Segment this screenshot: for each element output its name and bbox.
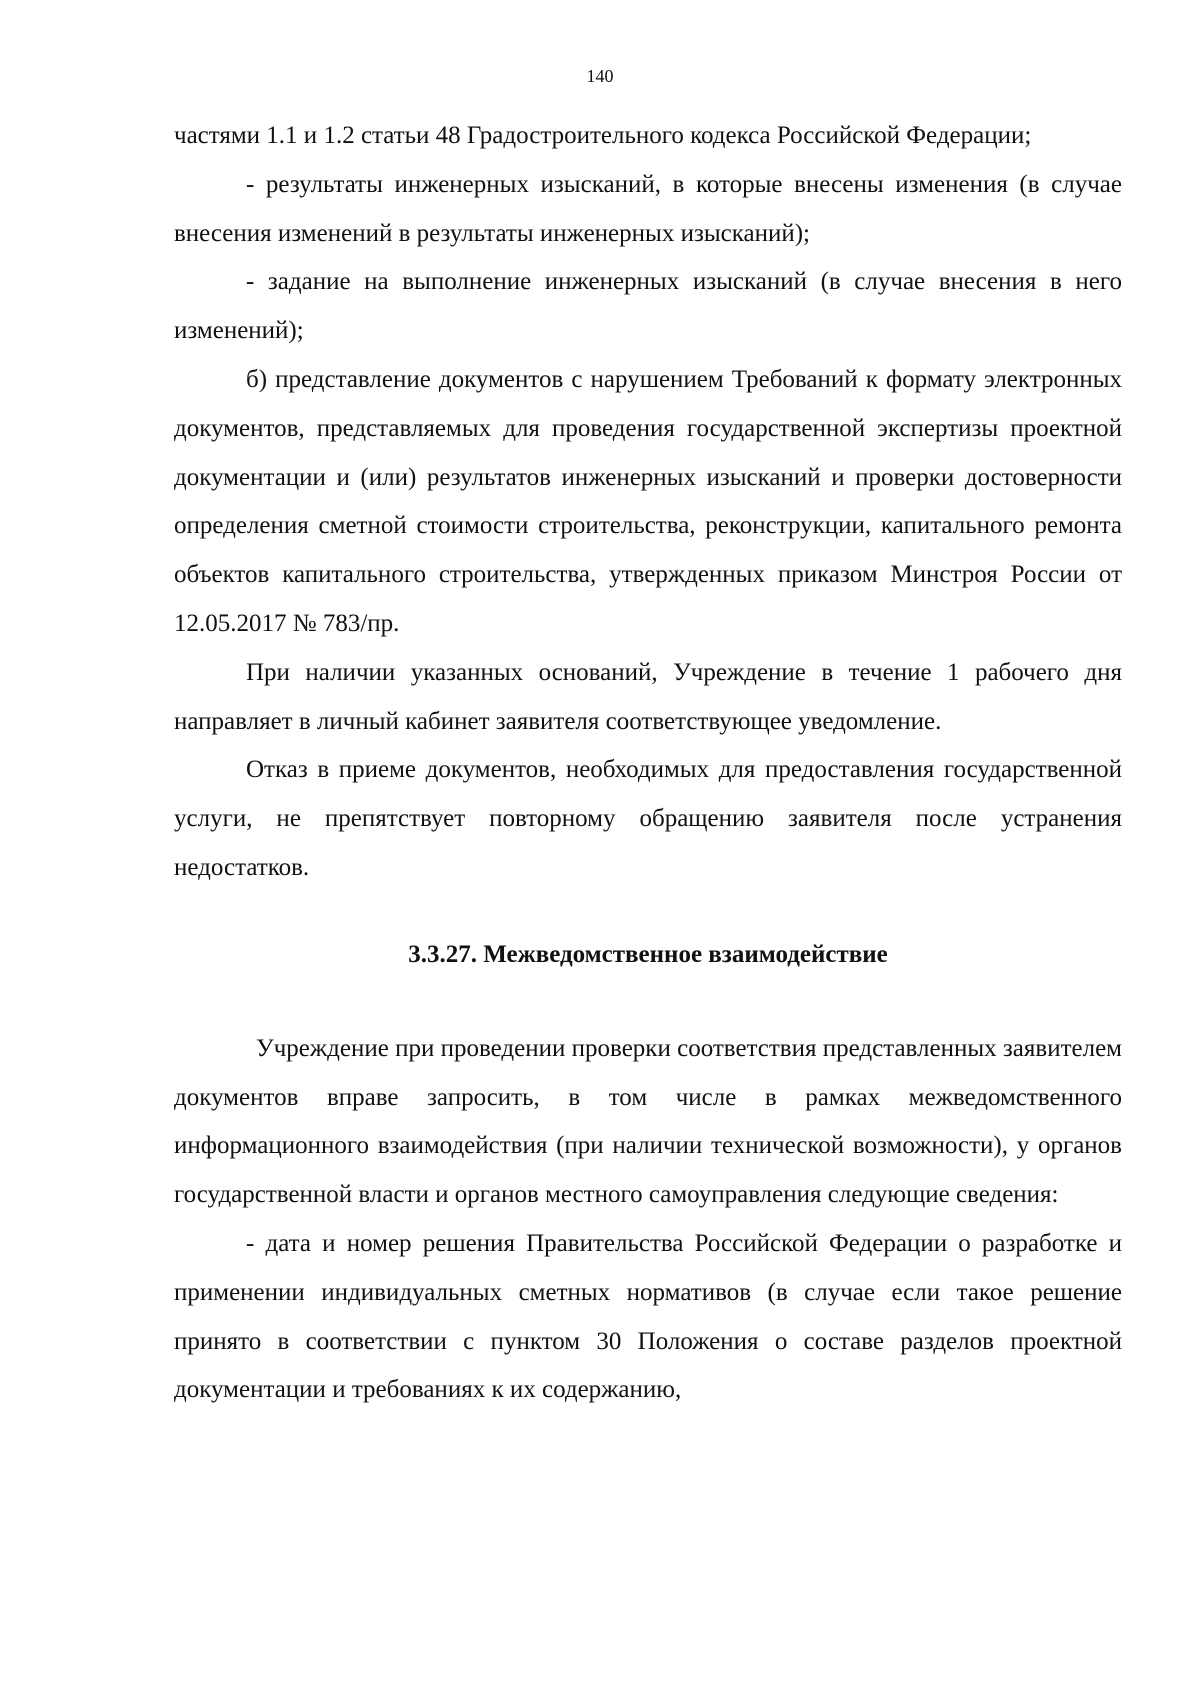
paragraph-interagency-request: Учреждение при проведении проверки соответствия представленных заявителем документов вправе запросить, в том числе в рамках межведомственного информационного взаимодействия (при наличии технической возможности), у органов государственной власти и органов местного самоуправления следующие сведения:: [174, 1034, 1122, 1209]
paragraph-notification: При наличии указанных оснований, Учреждение в течение 1 рабочего дня направляет в личный кабинет заявителя соответствующее уведомление.: [174, 658, 1122, 735]
list-item-survey-task: - задание на выполнение инженерных изысканий (в случае внесения в него изменений);: [174, 268, 1122, 345]
list-item-government-decision: - дата и номер решения Правительства Российской Федерации о разработке и применении индивидуальных сметных нормативов (в случае если такое решение принято в соответствии с пунктом 30 Положения о составе разделов проектной документации и требованиях к их содержанию,: [174, 1229, 1122, 1404]
paragraph-refusal: Отказ в приеме документов, необходимых для предоставления государственной услуги, не препятствует повторному обращению заявителя после устранения недостатков.: [174, 756, 1122, 881]
list-item-survey-results: - результаты инженерных изысканий, в которые внесены изменения (в случае внесения изменений в результаты инженерных изысканий);: [174, 170, 1122, 247]
page-number: 140: [586, 66, 614, 86]
paragraph-format-requirements: б) представление документов с нарушением Требований к формату электронных документов, представляемых для проведения государственной экспертизы проектной документации и (или) результатов инженерных изысканий и проверки достоверности определения сметной стоимости строительства, реконструкции, капитального ремонта объектов капитального строительства, утвержденных приказом Минстроя России от 12.05.2017 № 783/пр.: [174, 365, 1122, 637]
document-body: [174, 112, 1122, 1415]
section-heading: 3.3.27. Межведомственное взаимодействие: [408, 940, 888, 968]
paragraph-continuation: частями 1.1 и 1.2 статьи 48 Градостроительного кодекса Российской Федерации;: [174, 122, 1032, 149]
